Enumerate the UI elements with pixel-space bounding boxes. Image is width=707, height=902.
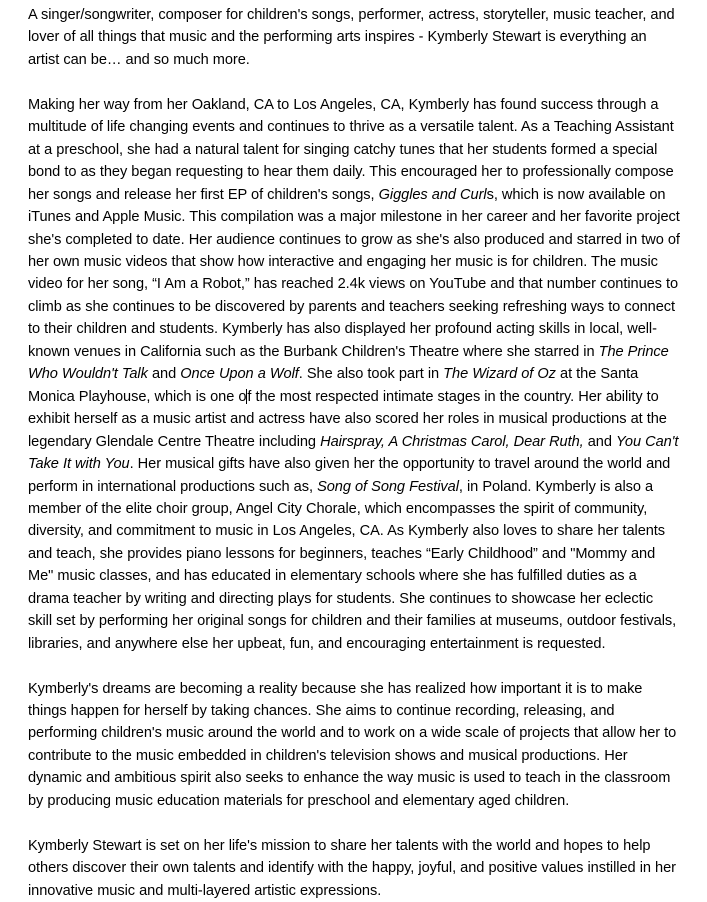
paragraph-intro[interactable] (28, 4, 681, 71)
text-run: at the Santa Monica Playhouse, which is one o (28, 366, 639, 405)
text-run: . Her musical gifts have also given her the opportunity to travel around the world and perform in international productions such as, (28, 456, 671, 495)
text-run: s (486, 186, 494, 203)
paragraph-career[interactable] (28, 94, 681, 655)
text-run: and (147, 366, 181, 383)
italic-title: Once Upon a Wolf (180, 366, 299, 383)
text-run: A singer/songwriter, composer for children's songs, performer, actress, storyteller, music teacher, and lover of all things that music and the performing arts inspires - Kymberly Stewart is everything an artist can be… and so much more. (28, 7, 675, 68)
text-run: Kymberly's dreams are becoming a reality because she has realized how important it is to make things happen for herself by taking chances. She aims to continue recording, releasing, and performing children's music around the world and to work on a wide scale of projects that allow her to contribute to the music embedded in children's television shows and musical productions. Her dynamic and ambitious spirit also seeks to enhance the way music is used to teach in the classroom by producing music education materials for preschool and elementary aged children. (28, 680, 677, 809)
italic-title: Giggles and Curl (378, 186, 487, 203)
italic-title: You Can't Take It with You (28, 433, 679, 473)
text-cursor (246, 389, 247, 404)
paragraph-dreams[interactable] (28, 678, 681, 813)
text-run: . She also took part in (298, 366, 444, 383)
text-run: and (583, 433, 617, 450)
text-run: Kymberly Stewart is set on her life's mission to share her talents with the world and hopes to help others discover their own talents and identify with the happy, joyful, and positive values instilled in her innovative music and multi-layered artistic expressions. (28, 837, 676, 899)
italic-title: Song of Song Festival (317, 478, 459, 495)
paragraph-mission[interactable] (28, 835, 681, 902)
text-run: f the most respected intimate stages in the country. Her ability to exhibit herself as a music artist and actress have also scored her roles in musical productions at the legendary Glendale Centre Theatre including (28, 388, 667, 450)
italic-title: The Prince Who Wouldn't Talk (28, 343, 669, 383)
italic-title: The Wizard of Oz (443, 366, 556, 383)
text-run: Making her way from her Oakland, CA to Los Angeles, CA, Kymberly has found success through a multitude of life changing events and continues to thrive as a versatile talent. As a Teaching Assistant at a preschool, she had a natural talent for singing catchy tunes that her students formed a special bond to as they began requesting to hear them daily. This encouraged her to professionally compose her songs and release her first EP of children's songs, (28, 96, 674, 203)
text-run: , which is now available on iTunes and Apple Music. This compilation was a major milestone in her career and her favorite project she's completed to date. Her audience continues to grow as she's also produced and starred in two of her own music videos that show how interactive and engaging her music is for children. The music video for her song, “I Am a Robot,” has reached 2.4k views on YouTube and that number continues to climb as she continues to be discovered by parents and teachers seeking refreshing ways to connect to their children and students. Kymberly has also displayed her profound acting skills in local, well-known venues in California such as the Burbank Children's Theatre where she starred in (28, 186, 680, 360)
italic-title: Hairspray, A Christmas Carol, Dear Ruth, (320, 433, 584, 450)
text-run: , in Poland. Kymberly is also a member of the elite choir group, Angel City Chorale, which encompasses the spirit of community, diversity, and commitment to music in Los Angeles, CA. As Kymberly also loves to share her talents and teach, she provides piano lessons for beginners, teaches “Early Childhood” and "Mommy and Me" music classes, and has educated in elementary schools where she has fulfilled duties as a drama teacher by writing and directing plays for students. She continues to showcase her eclectic skill set by performing her original songs for children and their families at museums, outdoor festivals, libraries, and anywhere else her upbeat, fun, and encouraging entertainment is requested. (28, 478, 677, 652)
